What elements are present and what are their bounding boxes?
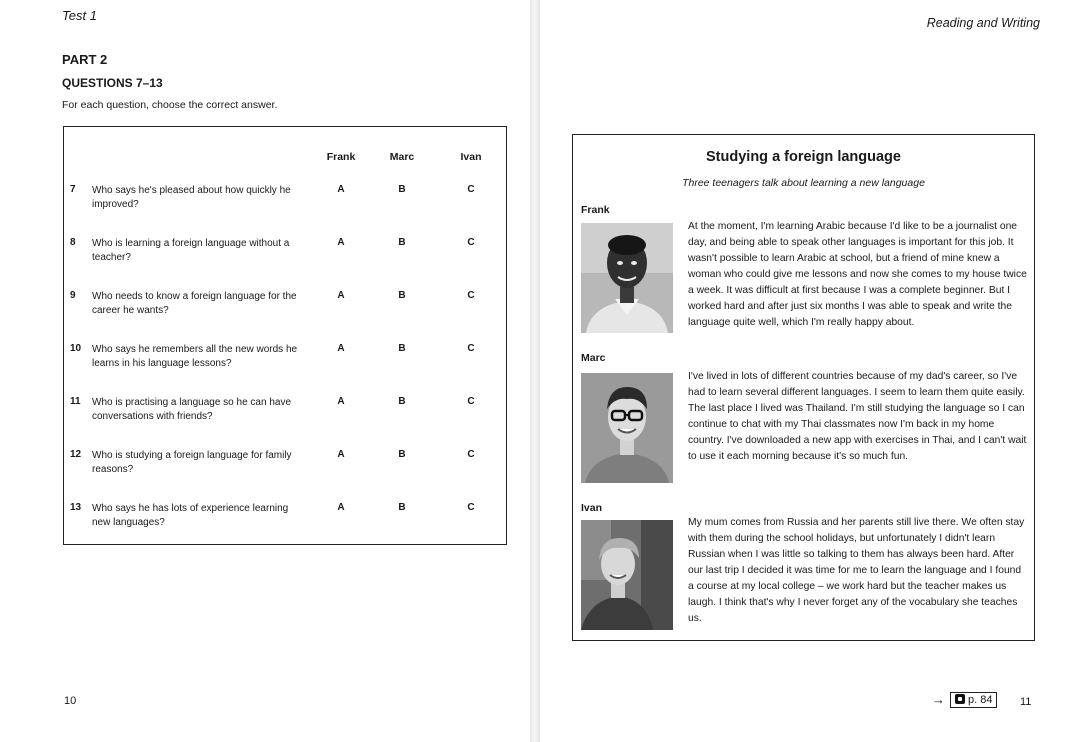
question-row xyxy=(64,396,506,436)
question-text: Who says he has lots of experience learning new languages? xyxy=(92,503,289,528)
marc-paragraph: I've lived in lots of different countries because of my dad's career, so I've had to learn several different languages. I seem to learn them quite easily. The last place I lived was Thailand. I'm still studying the language so I can continue to chat with my Thai classmates now I'm back in my home country. I've downloaded a new app with exercises in Thai, and I can't wait to use it each morning because it's so much fun. xyxy=(688,371,1027,462)
option-a[interactable]: A xyxy=(337,502,345,513)
option-b[interactable]: B xyxy=(398,290,406,301)
option-b[interactable]: B xyxy=(398,184,406,195)
page-reference-label: p. 84 xyxy=(968,694,993,706)
question-row xyxy=(64,343,506,383)
ivan-paragraph: My mum comes from Russia and her parents still live there. We often stay with them during the school holidays, but unfortunately I didn't learn Russian when I was little so talking to them has always been hard. After our last trip I decided it was time for me to learn the language and I found a course at my local college – we work hard but the teacher makes us laugh. I think that's why I never forget any of the vocabulary she teaches us. xyxy=(688,517,1025,624)
option-c[interactable]: C xyxy=(467,343,475,354)
ivan-photo xyxy=(581,520,673,630)
question-number: 7 xyxy=(70,184,76,195)
option-a[interactable]: A xyxy=(337,449,345,460)
question-number: 9 xyxy=(70,290,76,301)
right-page xyxy=(540,0,1080,742)
question-row xyxy=(64,290,506,330)
question-row xyxy=(64,237,506,277)
option-b[interactable]: B xyxy=(398,396,406,407)
option-a[interactable]: A xyxy=(337,343,345,354)
page-reference[interactable] xyxy=(950,690,997,708)
question-row xyxy=(64,449,506,489)
question-text: Who needs to know a foreign language for the career he wants? xyxy=(92,291,297,316)
column-header-marc: Marc xyxy=(389,151,415,163)
questions-range: QUESTIONS 7–13 xyxy=(62,76,163,90)
option-a[interactable]: A xyxy=(337,184,345,195)
question-text: Who is studying a foreign language for family reasons? xyxy=(92,450,292,475)
name-frank: Frank xyxy=(581,204,610,216)
reading-text-box xyxy=(572,134,1035,641)
page-reference-box[interactable] xyxy=(950,692,997,708)
instructions: For each question, choose the correct answer. xyxy=(62,99,278,111)
question-text: Who is learning a foreign language without a teacher? xyxy=(92,238,290,263)
option-c[interactable]: C xyxy=(467,396,475,407)
question-number: 8 xyxy=(70,237,76,248)
option-b[interactable]: B xyxy=(398,237,406,248)
frank-photo xyxy=(581,223,673,333)
question-number: 11 xyxy=(70,396,81,407)
option-c[interactable]: C xyxy=(467,502,475,513)
frank-paragraph: At the moment, I'm learning Arabic because I'd like to be a journalist one day, and being able to speak other languages is important for this job. It wasn't possible to learn Arabic at school, but a friend of mine knew a woman who could give me lessons and now she comes to my house twice a week. It was difficult at first because I was a complete beginner. But I worked hard and after just six months I was able to speak and write the language quite well, which I'm really happy about. xyxy=(688,221,1027,328)
question-row xyxy=(64,184,506,224)
question-number: 13 xyxy=(70,502,82,513)
test-label: Test 1 xyxy=(62,8,97,23)
option-c[interactable]: C xyxy=(467,237,475,248)
page-number-right: 11 xyxy=(1020,696,1032,708)
option-c[interactable]: C xyxy=(467,290,475,301)
option-b[interactable]: B xyxy=(398,343,406,354)
section-header: Reading and Writing xyxy=(926,16,1040,30)
reference-icon xyxy=(955,694,965,704)
question-text: Who says he remembers all the new words he learns in his language lessons? xyxy=(92,344,298,369)
option-c[interactable]: C xyxy=(467,449,475,460)
arrow-icon: → xyxy=(932,692,945,707)
marc-photo xyxy=(581,373,673,483)
option-b[interactable]: B xyxy=(398,502,406,513)
questions-table xyxy=(63,126,507,545)
article-subtitle: Three teenagers talk about learning a new language xyxy=(682,177,925,189)
book-gutter xyxy=(530,0,540,742)
question-text: Who is practising a language so he can have conversations with friends? xyxy=(92,397,292,422)
question-number: 10 xyxy=(70,343,82,354)
name-ivan: Ivan xyxy=(581,502,603,514)
option-a[interactable]: A xyxy=(337,290,345,301)
column-header-frank: Frank xyxy=(326,151,356,163)
article-title: Studying a foreign language xyxy=(706,149,901,165)
left-page xyxy=(0,0,530,742)
page-number-left: 10 xyxy=(64,695,77,707)
question-text: Who says he's pleased about how quickly he improved? xyxy=(92,185,291,210)
option-a[interactable]: A xyxy=(337,396,345,407)
question-row xyxy=(64,502,506,542)
option-c[interactable]: C xyxy=(467,184,475,195)
option-b[interactable]: B xyxy=(398,449,406,460)
part-title: PART 2 xyxy=(62,52,108,67)
option-a[interactable]: A xyxy=(337,237,345,248)
question-number: 12 xyxy=(70,449,82,460)
name-marc: Marc xyxy=(581,352,606,364)
column-header-ivan: Ivan xyxy=(460,151,482,163)
